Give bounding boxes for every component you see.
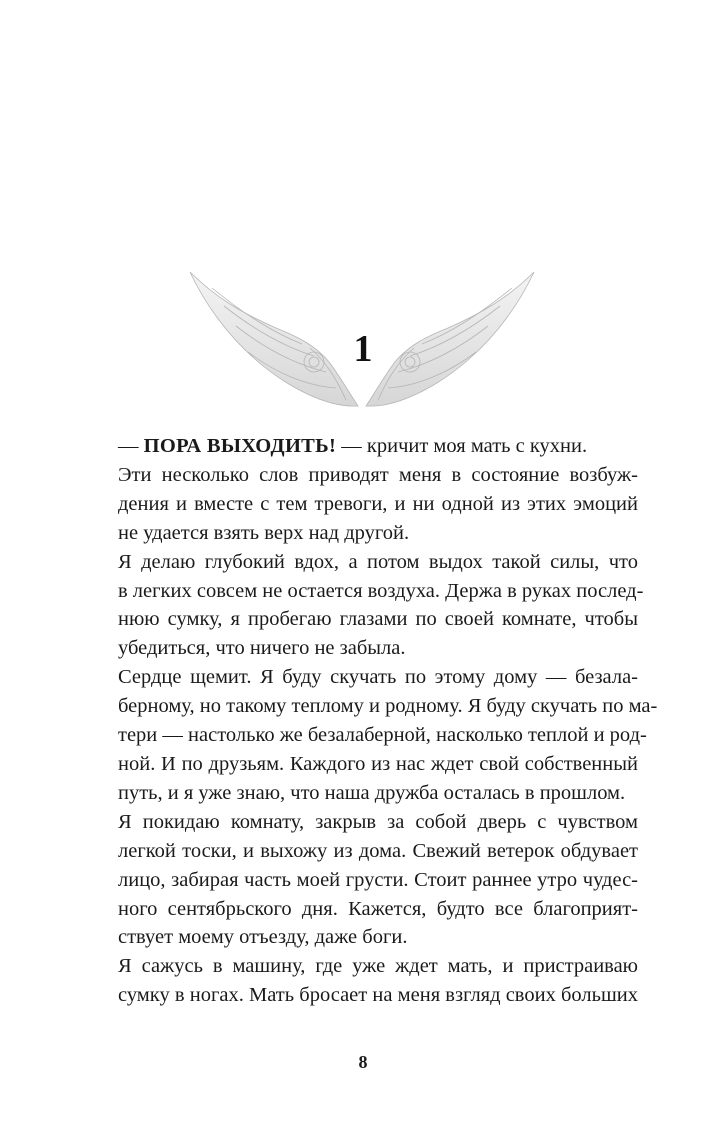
text-line: путь, и я уже знаю, что наша дружба осталась в прошлом. [118,781,626,804]
text-line: — ПОРА ВЫХОДИТЬ! — кричит моя мать с кухни. [118,435,588,457]
text-line: убедиться, что ничего не забыла. [118,637,406,660]
text-line: ной. И по друзьям. Каждого из нас ждет свой собственный [118,752,638,775]
paragraph-3 [88,548,644,664]
text-line: лицо, забирая часть моей грусти. Стоит раннее утро чудес- [118,868,638,891]
text-line: Эти несколько слов приводят меня в состояние возбуж- [118,463,638,486]
text-line: не удается взять верх над другой. [118,521,410,544]
text-line: легкой тоски, и выхожу из дома. Свежий ветерок обдувает [118,839,638,862]
text-line: сумку в ногах. Мать бросает на меня взгляд своих больших [118,984,638,1007]
body-text [88,432,658,1010]
text-line: тери — настолько же безалаберной, насколько теплой и род- [118,724,647,747]
text-line: дения и вместе с тем тревоги, и ни одной из этих эмоций [118,492,638,515]
text-line: нюю сумку, я пробегаю глазами по своей комнате, чтобы [118,608,638,631]
caps-phrase: ПОРА ВЫХОДИТЬ! [143,435,337,457]
paragraph-2 [88,461,638,548]
paragraph-5 [88,808,638,953]
text-line: Я делаю глубокий вдох, а потом выдох такой силы, что [118,550,638,573]
text-line: Сердце щемит. Я буду скучать по этому дому — безала- [118,666,638,689]
text-line: Я сажусь в машину, где уже ждет мать, и пристраиваю [118,955,638,978]
paragraph-4 [88,663,658,808]
text-line: ного сентябрьского дня. Кажется, будто все благоприят- [118,897,638,920]
paragraph-6 [88,952,638,1010]
text-line: ствует моему отъезду, даже боги. [118,926,408,949]
text-line: берному, но такому теплому и родному. Я буду скучать по ма- [118,695,658,718]
chapter-number: 1 [353,328,373,370]
page-number: 8 [358,1052,368,1072]
text-line: в легких совсем не остается воздуха. Держа в руках послед- [118,579,644,602]
paragraph-1 [88,432,638,461]
text-line: Я покидаю комнату, закрыв за собой дверь с чувством [118,810,638,833]
